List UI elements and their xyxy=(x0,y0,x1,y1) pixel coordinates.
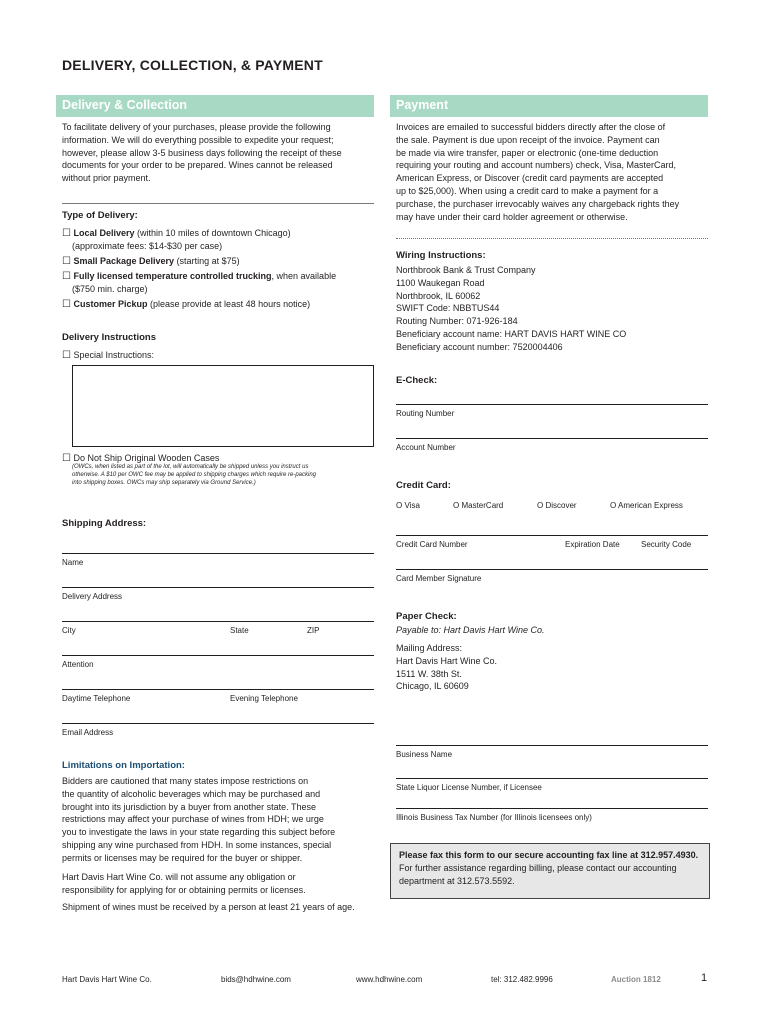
card-label: Discover xyxy=(545,501,577,510)
payment-header-label: Payment xyxy=(396,98,449,112)
email-label: Email Address xyxy=(62,728,114,737)
credit-card-number-label: Credit Card Number xyxy=(396,540,468,549)
mailing-line: 1511 W. 38th St. xyxy=(396,668,462,679)
delivery-address-field[interactable] xyxy=(62,587,374,588)
fax-detail: For further assistance regarding billing, please contact our accounting xyxy=(399,862,677,873)
zip-label: ZIP xyxy=(307,626,320,635)
city-state-zip-field[interactable] xyxy=(62,621,374,622)
option-label: Fully licensed temperature controlled trucking xyxy=(73,271,272,281)
radio-icon[interactable]: O xyxy=(610,501,617,510)
limits-line: Bidders are cautioned that many states impose restrictions on xyxy=(62,776,309,786)
note-line: (OWCs, when listed as part of the lot, will automatically be shipped unless you instruct us xyxy=(72,464,309,470)
footer-telephone: tel: 312.482.9996 xyxy=(491,975,553,984)
routing-number-field[interactable] xyxy=(396,404,708,405)
card-member-signature-label: Card Member Signature xyxy=(396,574,482,583)
expiration-date-label: Expiration Date xyxy=(565,540,620,549)
telephone-field[interactable] xyxy=(62,689,374,690)
note-line: otherwise. A $10 per OWC fee may be applied to shipping charges which require re-packing xyxy=(72,471,317,478)
mailing-address xyxy=(396,642,716,693)
option-detail: (please provide at least 48 hours notice) xyxy=(147,299,311,309)
card-label: Visa xyxy=(404,501,420,510)
radio-icon[interactable]: O xyxy=(537,501,544,510)
intro-line: however, please allow 3-5 business days following the receipt of these xyxy=(62,147,342,158)
limits-line: Hart Davis Hart Wine Co. will not assume any obligation or xyxy=(62,872,296,882)
account-number-label: Account Number xyxy=(396,443,456,452)
intro-line: up to $25,000). When using a credit card to make a payment for a xyxy=(396,185,659,196)
option-detail: (starting at $75) xyxy=(174,256,240,266)
business-name-label: Business Name xyxy=(396,750,453,759)
wiring-line: Routing Number: 071-926-184 xyxy=(396,316,518,327)
payable-to: Payable to: Hart Davis Hart Wine Co. xyxy=(396,625,545,635)
delivery-option-trucking[interactable] xyxy=(62,270,382,296)
intro-line: be made via wire transfer, paper or electronic (one-time deduction xyxy=(396,147,659,158)
radio-icon[interactable]: O xyxy=(453,501,460,510)
city-label: City xyxy=(62,626,76,635)
limits-line: brought into its jurisdiction by a buyer from another state. These xyxy=(62,801,316,812)
card-label: American Express xyxy=(618,501,683,510)
checkbox-icon[interactable]: ☐ xyxy=(62,350,71,361)
illinois-tax-label: Illinois Business Tax Number (for Illinois licensees only) xyxy=(396,813,592,822)
limits-line: you to investigate the laws in your state regarding this subject before xyxy=(62,827,336,838)
limits-line: permits or licenses may be required for the buyer or shipper. xyxy=(62,852,303,863)
limits-line: responsibility for applying for or obtaining permits or licenses. xyxy=(62,884,306,895)
wiring-line: Northbrook Bank & Trust Company xyxy=(396,265,536,275)
card-option-amex[interactable] xyxy=(610,501,683,510)
evening-telephone-label: Evening Telephone xyxy=(230,694,298,703)
checkbox-icon[interactable]: ☐ xyxy=(62,228,71,239)
footer-website[interactable]: www.hdhwine.com xyxy=(356,975,423,984)
option-sub: (approximate fees: $14-$30 per case) xyxy=(72,241,223,251)
credit-card-field[interactable] xyxy=(396,535,708,536)
business-name-field[interactable] xyxy=(396,745,708,746)
liquor-license-field[interactable] xyxy=(396,778,708,779)
attention-field[interactable] xyxy=(62,655,374,656)
limits-line: the quantity of alcoholic beverages which may be purchased and xyxy=(62,788,321,799)
limits-line: restrictions may affect your purchase of wines from HDH; we urge xyxy=(62,814,324,825)
limits-line: shipping any wine purchased from HDH. In some instances, special xyxy=(62,839,332,850)
intro-line: American Express, or Discover (credit card payments are accepted xyxy=(396,173,664,184)
footer-company: Hart Davis Hart Wine Co. xyxy=(62,975,152,984)
special-instructions-option[interactable] xyxy=(62,349,154,362)
intro-line: the sale. Payment is due upon receipt of the invoice. Payment can xyxy=(396,134,660,145)
footer-auction: Auction 1812 xyxy=(611,975,661,984)
wiring-line: 1100 Waukegan Road xyxy=(396,277,485,288)
payment-header xyxy=(390,95,708,117)
payment-intro xyxy=(396,121,716,223)
delivery-intro xyxy=(62,121,382,185)
age-requirement: Shipment of wines must be received by a person at least 21 years of age. xyxy=(62,902,355,912)
limitations-paragraph xyxy=(62,775,382,865)
wiring-details xyxy=(396,264,716,354)
card-option-visa[interactable] xyxy=(396,501,420,510)
attention-label: Attention xyxy=(62,660,94,669)
page-title: DELIVERY, COLLECTION, & PAYMENT xyxy=(62,57,323,73)
wiring-line: Beneficiary account name: HART DAVIS HART WINE CO xyxy=(396,328,627,339)
page-number: 1 xyxy=(701,972,708,984)
checkbox-icon[interactable]: ☐ xyxy=(62,453,71,464)
wiring-heading: Wiring Instructions: xyxy=(396,250,486,261)
owc-note xyxy=(72,464,382,487)
account-number-field[interactable] xyxy=(396,438,708,439)
intro-line: without prior payment. xyxy=(62,173,151,184)
intro-line: To facilitate delivery of your purchases, please provide the following xyxy=(62,122,331,132)
delivery-collection-header-label: Delivery & Collection xyxy=(62,98,188,112)
special-instructions-textarea[interactable] xyxy=(72,365,374,447)
delivery-instructions-heading: Delivery Instructions xyxy=(62,332,156,343)
liquor-license-label: State Liquor License Number, if Licensee xyxy=(396,783,542,792)
option-sub: ($750 min. charge) xyxy=(72,284,148,294)
option-detail: (within 10 miles of downtown Chicago) xyxy=(134,228,291,238)
routing-number-label: Routing Number xyxy=(396,409,455,418)
wiring-line: Northbrook, IL 60062 xyxy=(396,290,481,301)
security-code-label: Security Code xyxy=(641,540,692,549)
card-label: MasterCard xyxy=(461,501,504,510)
checkbox-icon[interactable]: ☐ xyxy=(62,299,71,310)
intro-line: information. We will do everything possible to expedite your request; xyxy=(62,134,334,145)
email-field[interactable] xyxy=(62,723,374,724)
intro-line: requiring your routing and account numbers) check, Visa, MasterCard, xyxy=(396,160,676,171)
checkbox-icon[interactable]: ☐ xyxy=(62,271,71,282)
shipping-address-heading: Shipping Address: xyxy=(62,518,147,529)
special-instructions-label: Special Instructions: xyxy=(73,350,155,360)
delivery-option-small-package[interactable] xyxy=(62,255,382,268)
daytime-telephone-label: Daytime Telephone xyxy=(62,694,131,703)
radio-icon[interactable]: O xyxy=(396,501,403,510)
delivery-option-local[interactable] xyxy=(62,227,382,253)
intro-line: purchase, the purchaser irrevocably waives any chargeback rights they xyxy=(396,198,680,209)
mailing-line: Mailing Address: xyxy=(396,643,463,653)
signature-field[interactable] xyxy=(396,569,708,570)
option-label: Local Delivery xyxy=(73,228,135,238)
illinois-tax-field[interactable] xyxy=(396,808,708,809)
card-option-discover[interactable] xyxy=(537,501,577,510)
delivery-collection-header xyxy=(56,95,374,117)
delivery-address-label: Delivery Address xyxy=(62,592,123,601)
echeck-heading: E-Check: xyxy=(396,375,438,386)
credit-card-heading: Credit Card: xyxy=(396,480,451,491)
limitations-obligation xyxy=(62,871,382,897)
divider xyxy=(396,238,708,239)
option-label: Small Package Delivery xyxy=(73,256,175,266)
note-line: into shipping boxes. OWCs may ship separately via Ground Service.) xyxy=(72,479,256,486)
intro-line: may have under their card holder agreement or otherwise. xyxy=(396,211,628,222)
card-option-mastercard[interactable] xyxy=(453,501,503,510)
wiring-line: Beneficiary account number: 7520004406 xyxy=(396,341,563,352)
intro-line: documents for your order to be prepared. Wines cannot be released xyxy=(62,160,333,171)
checkbox-icon[interactable]: ☐ xyxy=(62,256,71,267)
fax-detail: department at 312.573.5592. xyxy=(399,875,515,886)
option-label: Customer Pickup xyxy=(73,299,148,309)
name-field[interactable] xyxy=(62,553,374,554)
name-label: Name xyxy=(62,558,84,567)
footer-email[interactable]: bids@hdhwine.com xyxy=(221,975,291,984)
do-not-ship-label: Do Not Ship Original Wooden Cases xyxy=(73,453,220,463)
intro-line: Invoices are emailed to successful bidders directly after the close of xyxy=(396,122,666,132)
mailing-line: Hart Davis Hart Wine Co. xyxy=(396,655,498,666)
wiring-line: SWIFT Code: NBBTUS44 xyxy=(396,303,500,314)
fax-notice-box xyxy=(390,843,710,899)
type-of-delivery-heading: Type of Delivery: xyxy=(62,210,138,221)
limitations-heading: Limitations on Importation: xyxy=(62,760,185,771)
delivery-option-pickup[interactable] xyxy=(62,298,382,311)
fax-line: Please fax this form to our secure accounting fax line at 312.957.4930. xyxy=(399,850,699,860)
mailing-line: Chicago, IL 60609 xyxy=(396,681,469,692)
state-label: State xyxy=(230,626,249,635)
divider xyxy=(62,203,374,204)
option-detail: , when available xyxy=(271,271,337,281)
paper-check-heading: Paper Check: xyxy=(396,611,457,622)
